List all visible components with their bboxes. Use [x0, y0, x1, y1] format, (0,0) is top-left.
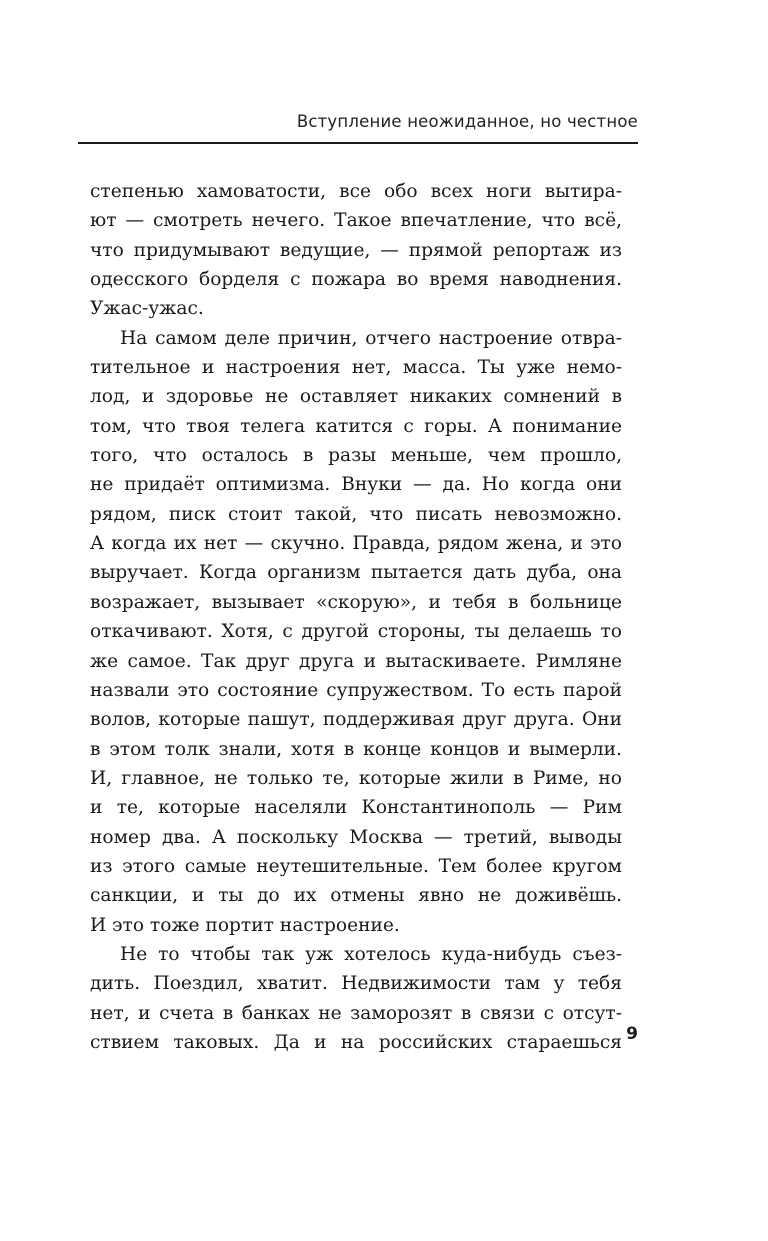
text-line: рядом, писк стоит такой, что писать невозможно. [90, 503, 622, 525]
text-line: степенью хамоватости, все обо всех ноги вытира- [90, 181, 622, 202]
text-line: И, главное, не только те, которые жили в Риме, но [90, 767, 622, 789]
text-line: тительное и настроения нет, масса. Ты уже немо- [90, 357, 622, 379]
paragraph [90, 324, 622, 940]
text-line: из этого самые неутешительные. Тем более кругом [90, 855, 622, 877]
text-line: того, что осталось в разы меньше, чем прошло, [90, 445, 622, 467]
text-line: И это тоже портит настроение. [90, 914, 400, 936]
text-line: откачивают. Хотя, с другой стороны, ты делаешь то [90, 621, 622, 643]
text-line: нет, и счета в банках не заморозят в связи с отсут- [90, 1002, 622, 1024]
text-line: дить. Поездил, хватит. Недвижимости там у тебя [90, 973, 622, 995]
body-text [90, 177, 622, 1057]
text-line: же самое. Так друг друга и вытаскиваете. Римляне [90, 650, 622, 672]
text-line: номер два. А поскольку Москва — третий, выводы [90, 826, 622, 848]
text-line: что придумывают ведущие, — прямой репортаж из [90, 239, 622, 261]
text-line: А когда их нет — скучно. Правда, рядом жена, и это [90, 533, 622, 555]
running-head: Вступление неожиданное, но честное [296, 112, 638, 131]
text-line: На самом деле причин, отчего настроение отвра- [120, 327, 622, 349]
text-line: Ужас-ужас. [90, 298, 204, 320]
page-number: 9 [626, 1024, 638, 1044]
text-line: ствием таковых. Да и на российских стараешься [90, 1031, 622, 1053]
text-line: лод, и здоровье не оставляет никаких сомнений в [90, 386, 622, 408]
text-line: Не то чтобы так уж хотелось куда-нибудь съез- [120, 943, 622, 965]
text-line: ют — смотреть нечего. Такое впечатление, что всё, [90, 210, 622, 232]
text-line: санкции, и ты до их отмены явно не доживёшь. [90, 885, 622, 907]
text-line: в этом толк знали, хотя в конце концов и вымерли. [90, 738, 622, 760]
text-line: назвали это состояние супружеством. То есть парой [90, 679, 622, 701]
text-line: возражает, вызывает «скорую», и тебя в больнице [90, 591, 622, 613]
text-line: выручает. Когда организм пытается дать дуба, она [90, 562, 622, 584]
text-line: волов, которые пашут, поддерживая друг друга. Они [90, 709, 622, 731]
text-line: том, что твоя телега катится с горы. А понимание [90, 415, 622, 437]
text-line: и те, которые населяли Константинополь — Рим [90, 797, 622, 819]
text-line: одесского борделя с пожара во время наводнения. [90, 269, 622, 291]
text-line: не придаёт оптимизма. Внуки — да. Но когда они [90, 474, 622, 496]
header-rule [78, 142, 638, 144]
paragraph [90, 177, 622, 324]
paragraph [90, 940, 622, 1057]
